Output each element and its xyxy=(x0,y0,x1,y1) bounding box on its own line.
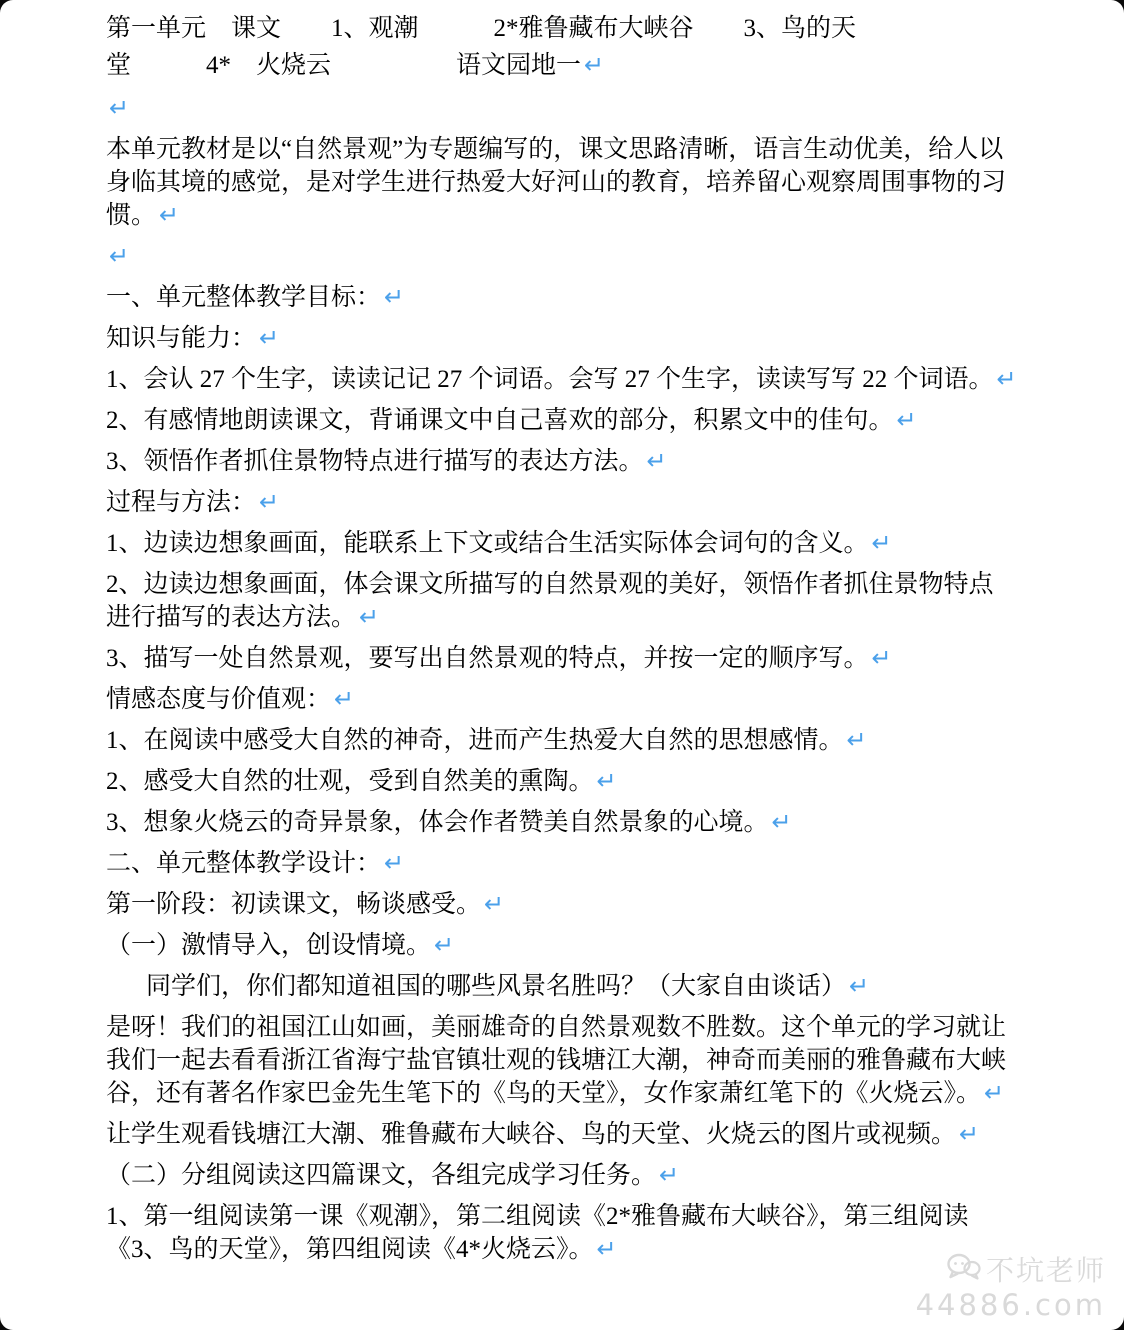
emotion-item-3[interactable] xyxy=(106,806,1018,839)
paragraph-mark-icon: ↵ xyxy=(384,283,405,311)
paragraph-text: 3、领悟作者抓住景物特点进行描写的表达方法。 xyxy=(106,448,644,475)
paragraph-mark-icon: ↵ xyxy=(434,931,455,959)
paragraph-text: 二、单元整体教学设计： xyxy=(106,850,382,877)
document-text-area[interactable] xyxy=(106,10,1018,1274)
section-1-heading[interactable] xyxy=(106,281,1018,314)
knowledge-item-2[interactable] xyxy=(106,404,1018,437)
paragraph-mark-icon: ↵ xyxy=(871,529,892,557)
paragraph-mark-icon: ↵ xyxy=(849,972,870,1000)
paragraph-text: 2、感受大自然的壮观，受到自然美的熏陶。 xyxy=(106,768,594,795)
process-item-1[interactable] xyxy=(106,527,1018,560)
paragraph-mark-icon: ↵ xyxy=(771,808,792,836)
paragraph-text: 是呀！我们的祖国江山如画，美丽雄奇的自然景观数不胜数。这个单元的学习就让我们一起去看看浙江省海宁盐官镇壮观的钱塘江大潮，神奇而美丽的雅鲁藏布大峡谷，还有著名作家巴金先生笔下的《鸟的天堂》，女作家萧红笔下的《火烧云》。 xyxy=(106,1014,1007,1107)
paragraph-mark-icon: ↵ xyxy=(984,1079,1005,1107)
knowledge-ability-heading[interactable] xyxy=(106,322,1018,355)
watermark-site-text: 44886.com xyxy=(915,1288,1106,1322)
group-reading-paragraph[interactable] xyxy=(106,1200,1018,1266)
knowledge-item-3[interactable] xyxy=(106,445,1018,478)
paragraph-text: （一）激情导入，创设情境。 xyxy=(106,932,432,959)
paragraph-mark-icon: ↵ xyxy=(596,1235,617,1263)
unit-intro-paragraph[interactable] xyxy=(106,133,1018,232)
paragraph-text: 2、边读边想象画面，体会课文所描写的自然景观的美好，领悟作者抓住景物特点进行描写的表达方法。 xyxy=(106,571,994,631)
paragraph-mark-icon: ↵ xyxy=(109,242,130,270)
title-line-1: 第一单元 课文 1、观潮 2*雅鲁藏布大峡谷 3、鸟的天 xyxy=(106,15,857,42)
teacher-intro-paragraph[interactable] xyxy=(106,1011,1018,1110)
paragraph-text: 第一阶段：初读课文，畅谈感受。 xyxy=(106,891,482,918)
paragraph-mark-icon: ↵ xyxy=(646,447,667,475)
paragraph-mark-icon: ↵ xyxy=(259,488,280,516)
process-method-heading[interactable] xyxy=(106,486,1018,519)
paragraph-text: 2、有感情地朗读课文，背诵课文中自己喜欢的部分，积累文中的佳句。 xyxy=(106,407,894,434)
paragraph-text: 3、描写一处自然景观，要写出自然景观的特点，并按一定的顺序写。 xyxy=(106,645,869,672)
title-line-2-text: 堂 4* 火烧云 语文园地一 xyxy=(106,52,582,79)
paragraph-mark-icon: ↵ xyxy=(159,201,180,229)
paragraph-mark-icon: ↵ xyxy=(996,365,1017,393)
paragraph-text: 过程与方法： xyxy=(106,489,257,516)
paragraph-mark-icon: ↵ xyxy=(484,890,505,918)
emotion-item-1[interactable] xyxy=(106,724,1018,757)
paragraph-mark-icon: ↵ xyxy=(334,685,355,713)
paragraph-text: 1、边读边想象画面，能联系上下文或结合生活实际体会词句的含义。 xyxy=(106,530,869,557)
paragraph-text: 3、想象火烧云的奇异景象，体会作者赞美自然景象的心境。 xyxy=(106,809,769,836)
paragraph-text: 同学们，你们都知道祖国的哪些风景名胜吗？（大家自由谈话） xyxy=(146,973,847,1000)
paragraph-text: 知识与能力： xyxy=(106,325,257,352)
paragraph-mark-icon: ↵ xyxy=(959,1120,980,1148)
stage-1-heading[interactable] xyxy=(106,888,1018,921)
paragraph-mark-icon: ↵ xyxy=(659,1161,680,1189)
paragraph-mark-icon: ↵ xyxy=(109,94,130,122)
paragraph-text: 1、在阅读中感受大自然的神奇，进而产生热爱大自然的思想感情。 xyxy=(106,727,844,754)
paragraph-text: 1、会认 27 个生字，读读记记 27 个词语。会写 27 个生字，读读写写 22 个词语。 xyxy=(106,366,994,393)
paragraph-text: （二）分组阅读这四篇课文，各组完成学习任务。 xyxy=(106,1162,657,1189)
empty-paragraph[interactable] xyxy=(106,240,1018,273)
paragraph-mark-icon: ↵ xyxy=(846,726,867,754)
media-viewing-paragraph[interactable] xyxy=(106,1118,1018,1151)
step-2-heading[interactable] xyxy=(106,1159,1018,1192)
knowledge-item-1[interactable] xyxy=(106,363,1018,396)
step-1-heading[interactable] xyxy=(106,929,1018,962)
paragraph-text: 让学生观看钱塘江大潮、雅鲁藏布大峡谷、鸟的天堂、火烧云的图片或视频。 xyxy=(106,1121,957,1148)
paragraph-mark-icon: ↵ xyxy=(871,644,892,672)
paragraph-mark-icon: ↵ xyxy=(359,603,380,631)
paragraph-mark-icon: ↵ xyxy=(384,849,405,877)
unit-title-paragraph[interactable] xyxy=(106,10,1018,84)
empty-paragraph[interactable] xyxy=(106,92,1018,125)
emotion-values-heading[interactable] xyxy=(106,683,1018,716)
process-item-3[interactable] xyxy=(106,642,1018,675)
paragraph-text: 1、第一组阅读第一课《观潮》，第二组阅读《2*雅鲁藏布大峡谷》，第三组阅读《3、鸟的天堂》，第四组阅读《4*火烧云》。 xyxy=(106,1203,969,1263)
teacher-question-paragraph[interactable] xyxy=(106,970,1018,1003)
paragraph-text: 一、单元整体教学目标： xyxy=(106,284,382,311)
paragraph-mark-icon: ↵ xyxy=(259,324,280,352)
section-2-heading[interactable] xyxy=(106,847,1018,880)
paragraph-mark-icon: ↵ xyxy=(584,51,605,79)
title-line-2 xyxy=(106,47,1018,84)
paragraph-text: 情感态度与价值观： xyxy=(106,686,332,713)
paragraph-text: 本单元教材是以“自然景观”为专题编写的，课文思路清晰，语言生动优美，给人以身临其境的感觉，是对学生进行热爱大好河山的教育，培养留心观察周围事物的习惯。 xyxy=(106,136,1007,229)
paragraph-mark-icon: ↵ xyxy=(896,406,917,434)
watermark-brand-text: 不坑老师 xyxy=(985,1255,1106,1286)
paragraph-mark-icon: ↵ xyxy=(596,767,617,795)
process-item-2[interactable] xyxy=(106,568,1018,634)
emotion-item-2[interactable] xyxy=(106,765,1018,798)
